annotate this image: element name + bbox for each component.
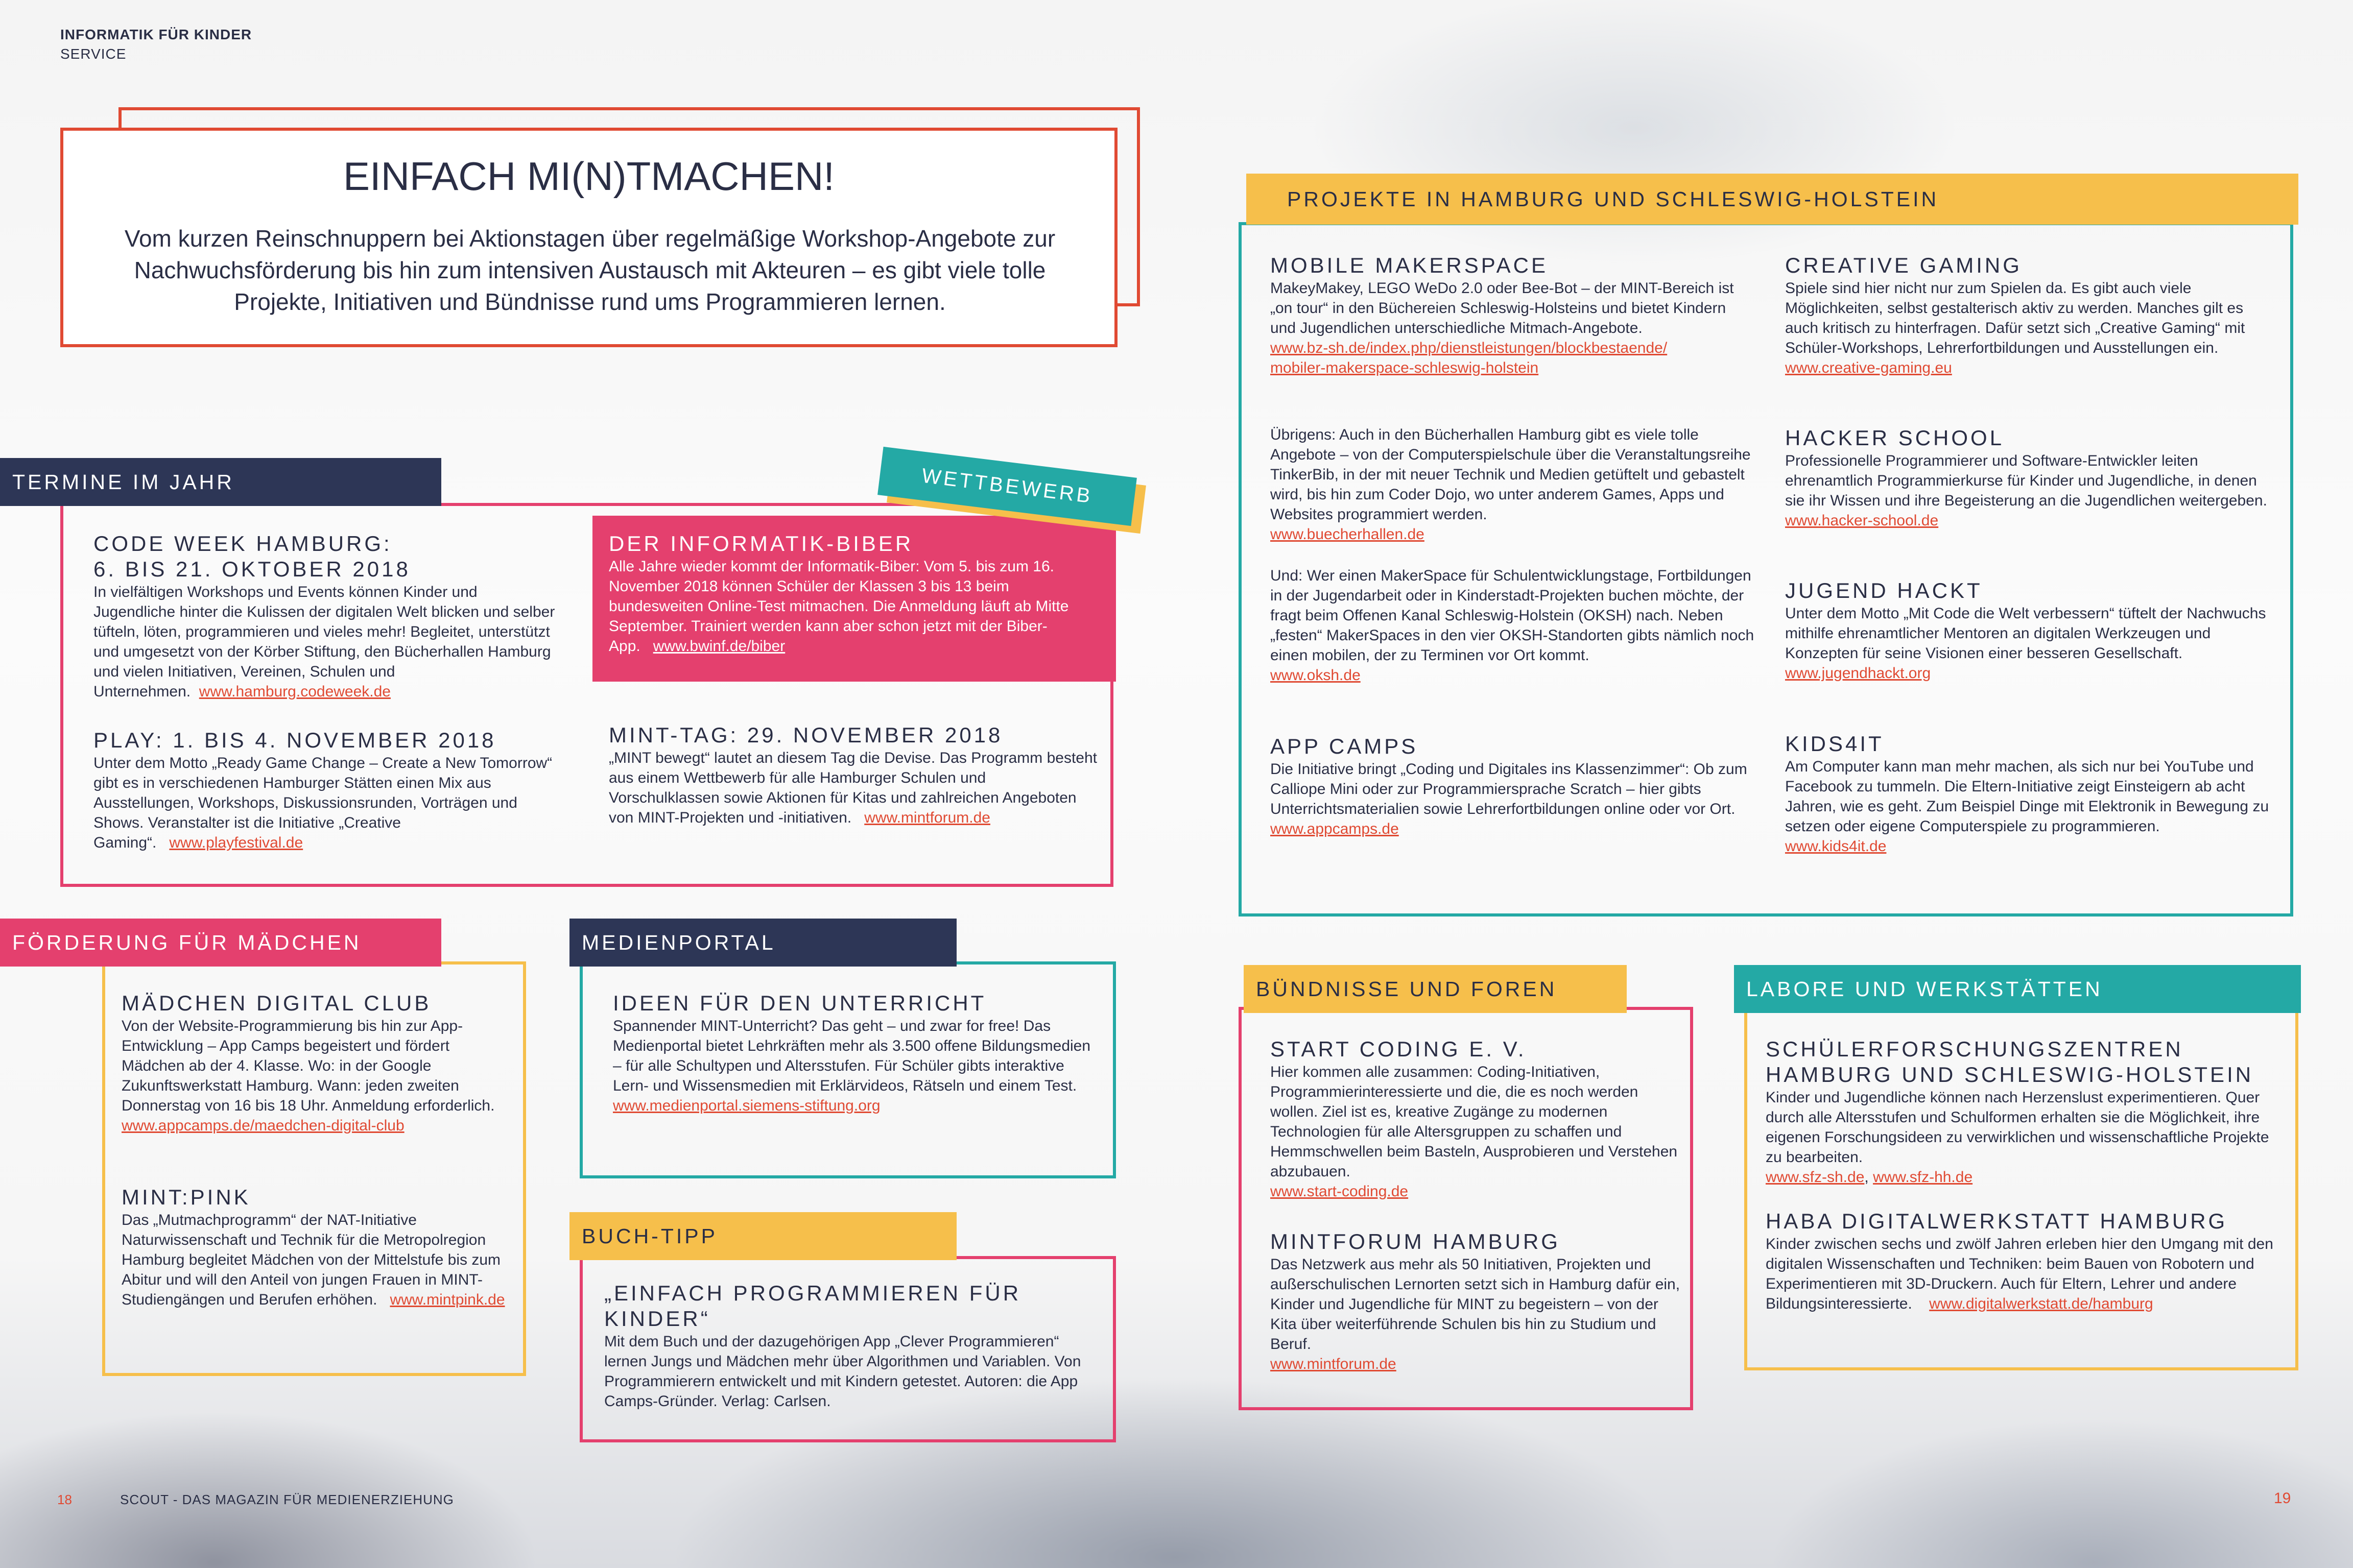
jugendhackt-text: Unter dem Motto „Mit Code die Welt verbessern“ tüftelt der Nachwuchs mithilfe ehrenamtlicher Mentoren an digitalen Werkzeugen und Konzepten für seine Visionen einer besseren Gesellschaft. — [1785, 605, 2266, 662]
gaming-block — [1785, 253, 2270, 378]
biber-block — [609, 531, 1099, 656]
minttag-text: „MINT bewegt“ lautet an diesem Tag die Devise. Das Programm besteht aus einem Wettbewerb für alle Hamburger Schulen und Vorschulklassen sowie Aktionen für Kitas und zahlreichen Angeboten von MINT-Projekten und -initiativen. www.mintforum.de — [609, 750, 1097, 826]
medienportal-block — [613, 991, 1103, 1116]
page-number-right: 19 — [2274, 1490, 2291, 1507]
startcoding-title: START CODING E. V. — [1270, 1037, 1527, 1061]
sfz-link-1[interactable]: www.sfz-sh.de — [1766, 1169, 1865, 1186]
minttag-block — [609, 722, 1099, 828]
buchtipp-text: Mit dem Buch und der dazugehörigen App „Clever Programmieren“ lernen Jungs und Mädchen mehr über Algorithmen und Variablen. Von Programmierern entwickelt und mit Kindern getestet. Autoren: die App Camps-Gründer. Verlag: Carlsen. — [604, 1333, 1081, 1410]
oksh-block — [1270, 566, 1755, 685]
club-text: Von der Website-Programmierung bis hin zur App-Entwicklung – App Camps begeistert und fördert Mädchen ab der 4. Klasse. Wo: in der Google Zukunftswerkstatt Hamburg. Wann: jeden zweiten Donnerstag von 16 bis 18 Uhr. Anmeldung erforderlich. — [122, 1018, 495, 1114]
mintforum-block — [1270, 1229, 1684, 1374]
haba-link[interactable]: www.digitalwerkstatt.de/hamburg — [1929, 1295, 2153, 1312]
haba-text: Kinder zwischen sechs und zwölf Jahren erleben hier den Umgang mit den digitalen Wissenschaften und Techniken: beim Bauen von Robotern und Experimentieren mit 3D-Druckern. Auch für Eltern, Lehrer und andere Bildungsinteressierte. www.digitalwerkstatt.de/hamburg — [1766, 1236, 2273, 1312]
sfz-link-2[interactable]: www.sfz-hh.de — [1873, 1169, 1973, 1186]
mintforum-text: Das Netzwerk aus mehr als 50 Initiativen, Projekten und außerschulischen Lernorten setzt sich in Hamburg dafür ein, Kinder und Jugendliche für MINT zu begeistern – von der Kita über weiterführende Schulen bis hin zu Studium und Beruf. — [1270, 1256, 1680, 1353]
mintpink-link[interactable]: www.mintpink.de — [390, 1291, 505, 1308]
buchtipp-block — [604, 1281, 1105, 1411]
footer-magazine: SCOUT - DAS MAGAZIN FÜR MEDIENERZIEHUNG — [120, 1492, 454, 1507]
biber-link[interactable]: www.bwinf.de/biber — [653, 638, 786, 655]
startcoding-block — [1270, 1036, 1684, 1201]
haba-title: HABA DIGITALWERKSTATT HAMBURG — [1766, 1209, 2228, 1233]
mintforum-title: MINTFORUM HAMBURG — [1270, 1229, 1560, 1253]
play-block — [93, 728, 563, 853]
kids4it-block — [1785, 731, 2270, 856]
hacker-link[interactable]: www.hacker-school.de — [1785, 512, 1939, 529]
mintpink-title: MINT:PINK — [122, 1185, 251, 1209]
club-block — [122, 991, 515, 1136]
medienportal-tab: MEDIENPORTAL — [569, 919, 957, 967]
hacker-block — [1785, 425, 2270, 530]
buecherhallen-link[interactable]: www.buecherhallen.de — [1270, 526, 1424, 543]
makerspace-link-1[interactable]: www.bz-sh.de/index.php/dienstleistungen/blockbestaende/ — [1270, 340, 1668, 356]
biber-title: DER INFORMATIK-BIBER — [609, 532, 914, 556]
biber-text: Alle Jahre wieder kommt der Informatik-Biber: Vom 5. bis zum 16. November 2018 können Schüler der Klassen 3 bis 13 beim bundesweiten Online-Test mitmachen. Die Anmeldung läuft ab Mitte September. Trainiert werden kann aber schon jetzt mit der Biber-App. www.bwinf.de/biber — [609, 558, 1069, 655]
appcamps-text: Die Initiative bringt „Coding und Digitales ins Klassenzimmer“: Ob zum Calliope Mini oder zur Programmiersprache Scratch – hier gibts Unterrichtsmaterialien sowie Lehrerfortbildungen online oder vor Ort. — [1270, 761, 1747, 817]
codeweek-block — [93, 531, 563, 702]
jugendhackt-link[interactable]: www.jugendhackt.org — [1785, 665, 1931, 682]
mintforum-link[interactable]: www.mintforum.de — [1270, 1356, 1396, 1372]
maedchen-tab: FÖRDERUNG FÜR MÄDCHEN — [0, 919, 441, 967]
section-sublabel: SERVICE — [60, 46, 127, 62]
medienportal-title: IDEEN FÜR DEN UNTERRICHT — [613, 991, 987, 1015]
medienportal-text: Spannender MINT-Unterricht? Das geht – und zwar for free! Das Medienportal bietet Lehrkräften mehr als 3.500 offene Bildungsmedien – für alle Schultypen und Altersstufen. Für Schüler gibts interaktive Lern- und Wissensmedien mit Erklärvideos, Rätseln und einem Test. — [613, 1018, 1091, 1094]
medienportal-link[interactable]: www.medienportal.siemens-stiftung.org — [613, 1097, 881, 1114]
gaming-text: Spiele sind hier nicht nur zum Spielen da. Es gibt auch viele Möglichkeiten, selbst gestalterisch aktiv zu werden. Manches gilt es auch kritisch zu hinterfragen. Dafür setzt sich „Creative Gaming“ mit Schüler-Workshops, Lehrerfortbildungen und Ausstellungen ein. — [1785, 280, 2245, 356]
buchtipp-title: „EINFACH PROGRAMMIEREN FÜR KINDER“ — [604, 1281, 1021, 1331]
labore-tab: LABORE UND WERKSTÄTTEN — [1734, 965, 2301, 1013]
kids4it-title: KIDS4IT — [1785, 732, 1884, 756]
makerspace-text: MakeyMakey, LEGO WeDo 2.0 oder Bee-Bot – der MINT-Bereich ist „on tour“ in den Büchereien Schleswig-Holsteins und bietet Kindern und Jugendlichen unterschiedliche Mitmach-Angebote. — [1270, 280, 1734, 336]
sfz-text: Kinder und Jugendliche können nach Herzenslust experimentieren. Quer durch alle Altersstufen und Schulformen erhalten sie die Möglichkeit, ihre eigenen Forschungsideen zu verwirklichen und wissenschaftliche Projekte zu bearbeiten. — [1766, 1089, 2269, 1166]
sfz-title: SCHÜLERFORSCHUNGSZENTREN HAMBURG UND SCHLESWIG-HOLSTEIN — [1766, 1037, 2254, 1087]
haba-block — [1766, 1209, 2287, 1314]
section-label: INFORMATIK FÜR KINDER — [60, 27, 252, 42]
play-text: Unter dem Motto „Ready Game Change – Create a New Tomorrow“ gibt es in verschiedenen Hamburger Stätten einen Mix aus Ausstellungen, Workshops, Diskussionsrunden, Vorträgen und Shows. Veranstalter ist die Initiative „Creative Gaming“. www.playfestival.de — [93, 755, 553, 851]
kids4it-text: Am Computer kann man mehr machen, als sich nur bei YouTube und Facebook zu tummeln. Die Eltern-Initiative zeigt Einsteigern ab acht Jahren, wie es geht. Zum Beispiel Dinge mit Elektronik in Bewegung zu setzen oder eigene Computerspiele zu programmieren. — [1785, 758, 2269, 835]
startcoding-link[interactable]: www.start-coding.de — [1270, 1183, 1409, 1200]
sfz-block: SCHÜLERFORSCHUNGSZENTREN HAMBURG UND SCHLESWIG-HOLSTEIN Kinder und Jugendliche können nach Herzenslust experimentieren. Quer durch alle Altersstufen und Schulformen erhalten sie die Möglichkeit, ihre eigenen Forschungsideen zu verwirklichen und wissenschaftliche Projekte zu bearbeiten. www.sfz-sh.de, www.sfz-hh.de — [1766, 1036, 2287, 1187]
projekte-tab: PROJEKTE IN HAMBURG UND SCHLESWIG-HOLSTEIN — [1246, 174, 2298, 225]
termine-tab: TERMINE IM JAHR — [0, 458, 441, 506]
oksh-link[interactable]: www.oksh.de — [1270, 667, 1361, 684]
buecherhallen-text: Übrigens: Auch in den Bücherhallen Hamburg gibt es viele tolle Angebote – von der Computerspielschule über die Veranstaltungsreihe TinkerBib, in der mit neuer Technik und Medien getüftelt und gebastelt wird, bis hin zum Coder Dojo, wo unter anderem Games, Apps und Websites programmiert werden. — [1270, 426, 1751, 523]
kids4it-link[interactable]: www.kids4it.de — [1785, 838, 1887, 855]
mintpink-text: Das „Mutmachprogramm“ der NAT-Initiative Naturwissenschaft und Technik für die Metropolregion Hamburg begleitet Mädchen von der Mittelstufe bis zum Abitur und will den Anteil von jungen Frauen in MINT-Studiengängen und Berufen erhöhen. www.mintpink.de — [122, 1212, 505, 1308]
gaming-title: CREATIVE GAMING — [1785, 253, 2022, 277]
club-title: MÄDCHEN DIGITAL CLUB — [122, 991, 432, 1015]
mintpink-block — [122, 1185, 515, 1310]
jugendhackt-title: JUGEND HACKT — [1785, 578, 1983, 602]
minttag-title: MINT-TAG: 29. NOVEMBER 2018 — [609, 723, 1003, 747]
buecherhallen-block — [1270, 425, 1755, 544]
minttag-link[interactable]: www.mintforum.de — [864, 809, 990, 826]
hero-text: Vom kurzen Reinschnuppern bei Aktionstagen über regelmäßige Workshop-Angebote zur Nachwuchsförderung bis hin zum intensiven Austausch mit Akteuren – es gibt viele tolle Projekte, Initiativen und Bündnisse rund ums Programmieren lernen. — [124, 225, 1056, 315]
play-title: PLAY: 1. BIS 4. NOVEMBER 2018 — [93, 728, 496, 752]
gaming-link[interactable]: www.creative-gaming.eu — [1785, 359, 1952, 376]
codeweek-text: In vielfältigen Workshops und Events können Kinder und Jugendliche hinter die Kulissen der digitalen Welt blicken und selber tüfteln, löten, programmieren und vieles mehr! Begleitet, unterstützt und umgesetzt von der Körber Stiftung, den Bücherhallen Hamburg und vielen Initiativen, Vereinen, Schulen und Unternehmen. www.hamburg.codeweek.de — [93, 584, 555, 700]
wettbewerb-tab: WETTBEWERB — [877, 447, 1137, 526]
makerspace-block — [1270, 253, 1755, 378]
hero-title: EINFACH MI(N)TMACHEN! — [343, 154, 835, 199]
jugendhackt-block — [1785, 578, 2270, 683]
appcamps-link[interactable]: www.appcamps.de — [1270, 821, 1399, 837]
hacker-title: HACKER SCHOOL — [1785, 426, 2005, 450]
play-link[interactable]: www.playfestival.de — [169, 834, 303, 851]
oksh-text: Und: Wer einen MakerSpace für Schulentwicklungstage, Fortbildungen in der Jugendarbeit oder in Kinderstadt-Projekten buchen möchte, der fragt beim Offenen Kanal Schleswig-Holstein (OKSH) nach. Neben „festen“ MakerSpaces in den vier OKSH-Standorten gibts nämlich noch einen mobilen, der zu Terminen vor Ort kommt. — [1270, 567, 1754, 664]
appcamps-title: APP CAMPS — [1270, 734, 1418, 758]
makerspace-link-2[interactable]: mobiler-makerspace-schleswig-holstein — [1270, 359, 1539, 376]
codeweek-title: CODE WEEK HAMBURG: 6. BIS 21. OKTOBER 2018 — [93, 532, 411, 581]
hacker-text: Professionelle Programmierer und Software-Entwickler leiten ehrenamtlich Programmierkurse für Kinder und Jugendliche, in denen sie ihr Wissen und ihre Begeisterung an die Jugendlichen weitergeben. — [1785, 452, 2267, 509]
buchtipp-tab: BUCH-TIPP — [569, 1212, 957, 1260]
page-number-left: 18 — [57, 1492, 72, 1507]
codeweek-link[interactable]: www.hamburg.codeweek.de — [199, 683, 391, 700]
club-link[interactable]: www.appcamps.de/maedchen-digital-club — [122, 1117, 405, 1134]
startcoding-text: Hier kommen alle zusammen: Coding-Initiativen, Programmierinteressierte und die, die es noch werden wollen. Ziel ist es, kreative Zugänge zu modernen Technologien für alle Altersgruppen zu schaffen und Hemmschwellen beim Basteln, Ausprobieren und Verstehen abzubauen. — [1270, 1064, 1678, 1180]
makerspace-title: MOBILE MAKERSPACE — [1270, 253, 1549, 277]
buendnisse-tab: BÜNDNISSE UND FOREN — [1244, 965, 1627, 1013]
appcamps-block — [1270, 734, 1755, 839]
